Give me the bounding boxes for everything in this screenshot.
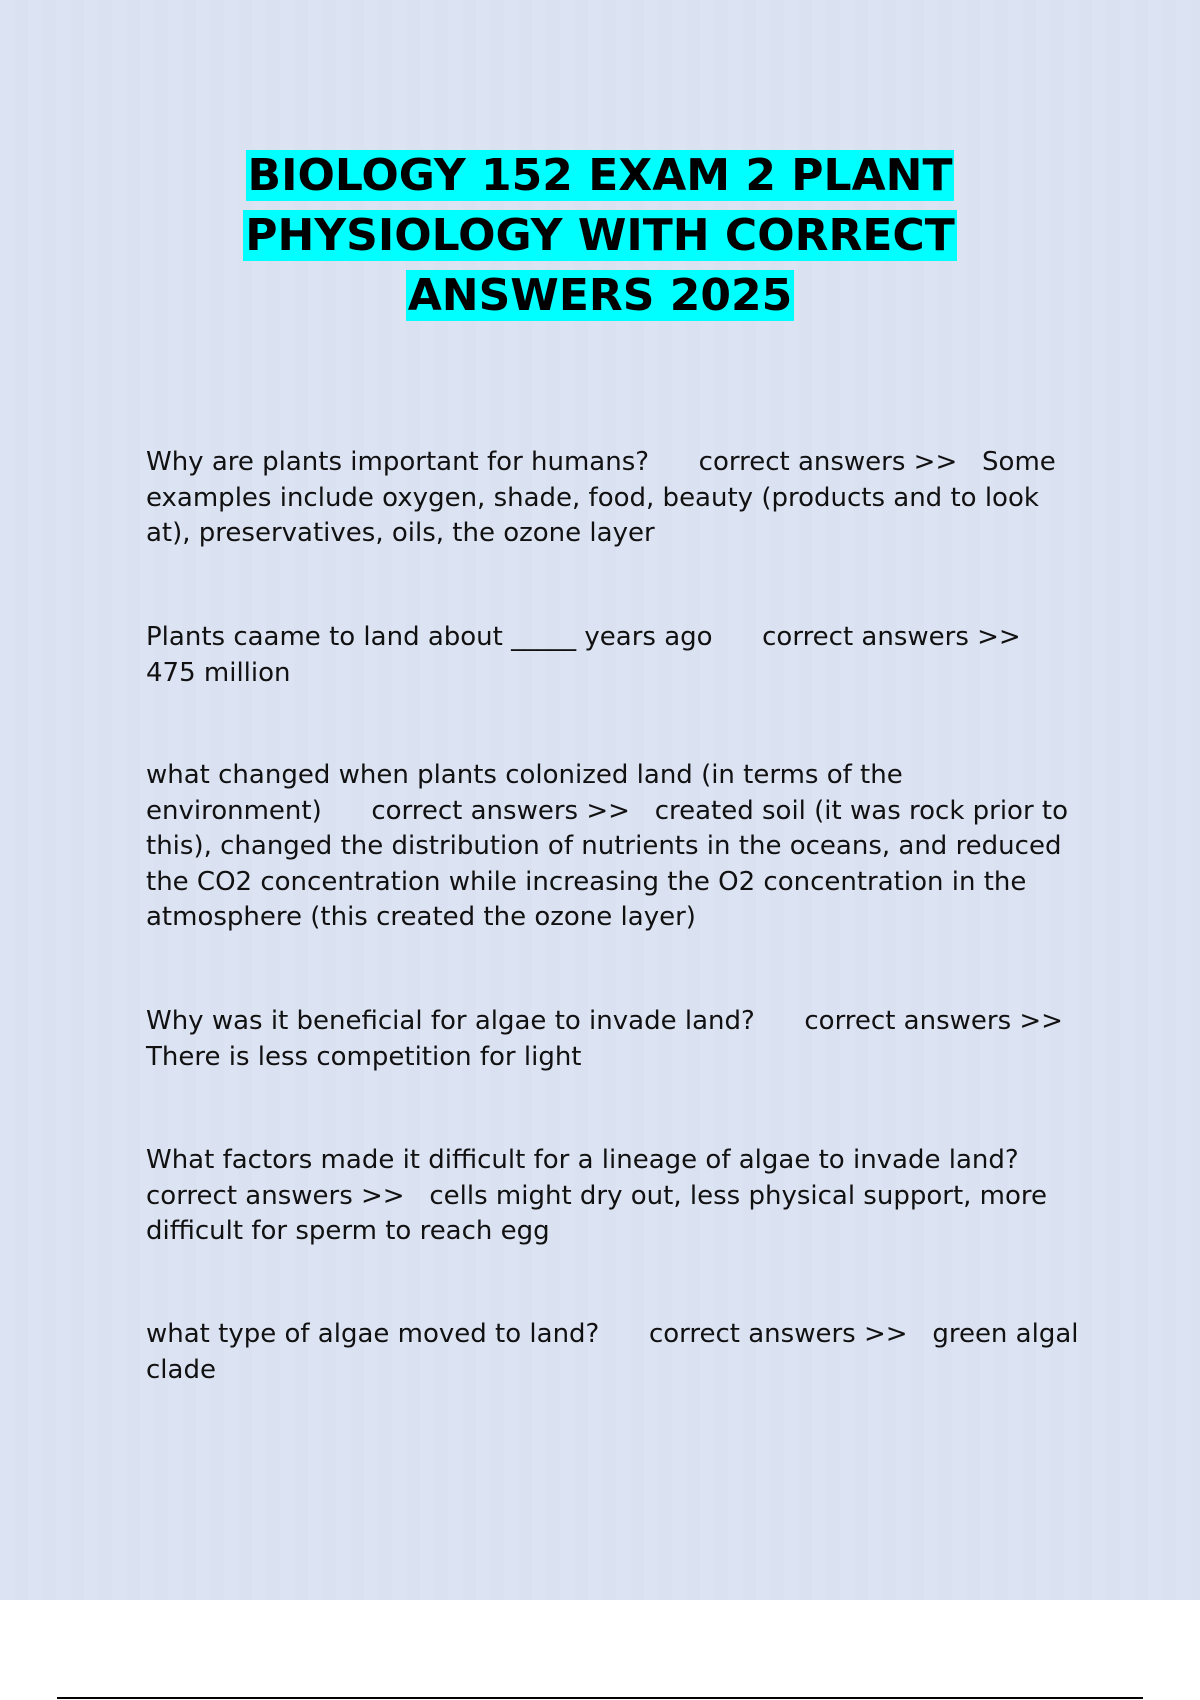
title-line: PHYSIOLOGY WITH CORRECT	[245, 210, 955, 261]
footer-divider	[57, 1697, 1143, 1699]
qa-item: Why are plants important for humans? correct answers >> Some examples include oxygen, shade, food, beauty (products and to look at), preservatives, oils, the ozone layer	[146, 447, 1065, 548]
qa-item: Why was it beneficial for algae to invade land? correct answers >> There is less competition for light	[146, 1006, 1088, 1072]
qa-item: What factors made it difficult for a lineage of algae to invade land? correct answers >> cells might dry out, less physical support, more difficult for sperm to reach egg	[146, 1145, 1069, 1246]
title-line: ANSWERS 2025	[407, 270, 793, 321]
qa-item: Plants caame to land about _____ years ago correct answers >> 475 million	[146, 622, 1046, 688]
document-title	[100, 146, 1100, 326]
qa-item: what changed when plants colonized land (in terms of the environment) correct answers >> created soil (it was rock prior to this), changed the distribution of nutrients in the oceans, and reduced the CO2 concentration while increasing the O2 concentration in the atmosphere (this created the ozone layer)	[146, 760, 1077, 932]
qa-item: what type of algae moved to land? correct answers >> green algal clade	[146, 1319, 1087, 1385]
title-line: BIOLOGY 152 EXAM 2 PLANT	[247, 150, 953, 201]
